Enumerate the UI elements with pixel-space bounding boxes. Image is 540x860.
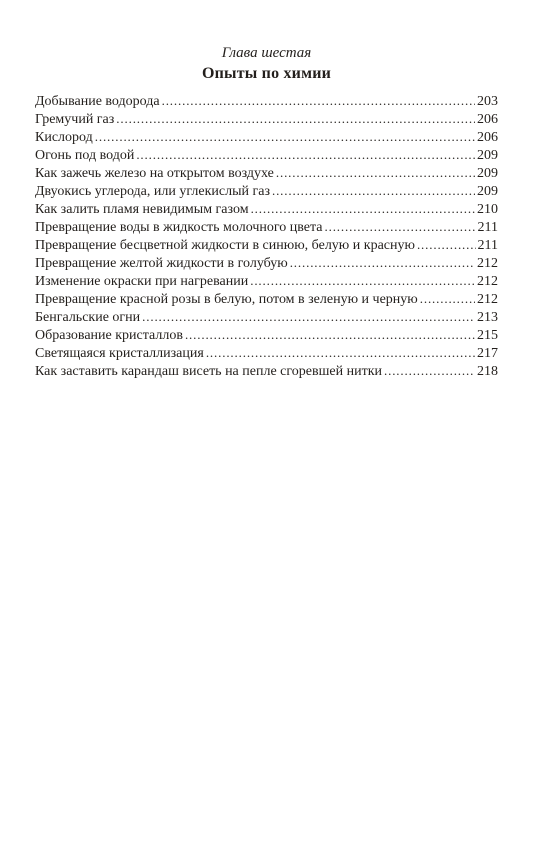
dot-leader [276,164,475,182]
chapter-label: Глава шестая [221,45,312,61]
toc-entry-title: Превращение желтой жидкости в голубую [35,256,288,271]
toc-page [35,44,498,380]
dot-leader [272,182,475,200]
toc-entry-title: Добывание водорода [35,94,160,109]
toc-entry [35,200,498,218]
toc-entry-page-number: 209 [477,166,498,181]
toc-entry-page-number: 212 [477,292,498,307]
toc-entry [35,128,498,146]
toc-entry-page-number: 209 [477,148,498,163]
toc-entry [35,272,498,290]
toc-entry-page-number: 203 [477,94,498,109]
toc-entry [35,146,498,164]
toc-entry [35,254,498,272]
dot-leader [142,308,475,326]
toc-entry-page-number: 213 [477,310,498,325]
dot-leader [384,362,475,380]
dot-leader [206,344,475,362]
toc-entry [35,182,498,200]
toc-entry-title: Кислород [35,130,93,145]
dot-leader [116,110,475,128]
dot-leader [250,272,475,290]
toc-entry-title: Гремучий газ [35,112,115,127]
toc-entry [35,362,498,380]
toc-entry-page-number: 206 [477,112,498,127]
toc-entry-page-number: 211 [477,238,498,253]
toc-entry-page-number: 212 [477,256,498,271]
toc-entry-page-number: 209 [477,184,498,199]
dot-leader [325,218,476,236]
table-of-contents [35,92,498,380]
dot-leader [162,92,475,110]
toc-entry [35,308,498,326]
toc-entry-title: Как заставить карандаш висеть на пепле сгоревшей нитки [35,364,382,379]
toc-entry [35,110,498,128]
chapter-title: Опыты по химии [201,65,332,82]
toc-entry [35,326,498,344]
toc-entry-page-number: 218 [477,364,498,379]
toc-entry-title: Образование кристаллов [35,328,183,343]
dot-leader [420,290,475,308]
dot-leader [251,200,475,218]
toc-entry [35,236,498,254]
toc-entry-title: Превращение воды в жидкость молочного цвета [35,220,323,235]
toc-entry-title: Как зажечь железо на открытом воздухе [35,166,274,181]
toc-entry [35,92,498,110]
toc-entry-page-number: 212 [477,274,498,289]
toc-entry-page-number: 210 [477,202,498,217]
dot-leader [185,326,475,344]
toc-entry [35,344,498,362]
toc-entry-page-number: 211 [477,220,498,235]
toc-entry-page-number: 206 [477,130,498,145]
toc-entry-title: Изменение окраски при нагревании [35,274,249,289]
toc-entry [35,218,498,236]
dot-leader [290,254,475,272]
toc-entry-title: Как залить пламя невидимым газом [35,202,249,217]
toc-entry-title: Бенгальские огни [35,310,141,325]
toc-entry-page-number: 217 [477,346,498,361]
dot-leader [417,236,476,254]
toc-entry [35,290,498,308]
toc-entry-title: Превращение красной розы в белую, потом в зеленую и черную [35,292,418,307]
toc-entry-title: Двуокись углерода, или углекислый газ [35,184,270,199]
toc-entry-title: Огонь под водой [35,148,135,163]
dot-leader [95,128,475,146]
toc-entry-title: Превращение бесцветной жидкости в синюю, белую и красную [35,238,415,253]
toc-entry-title: Светящаяся кристаллизация [35,346,204,361]
toc-entry [35,164,498,182]
dot-leader [136,146,475,164]
toc-entry-page-number: 215 [477,328,498,343]
